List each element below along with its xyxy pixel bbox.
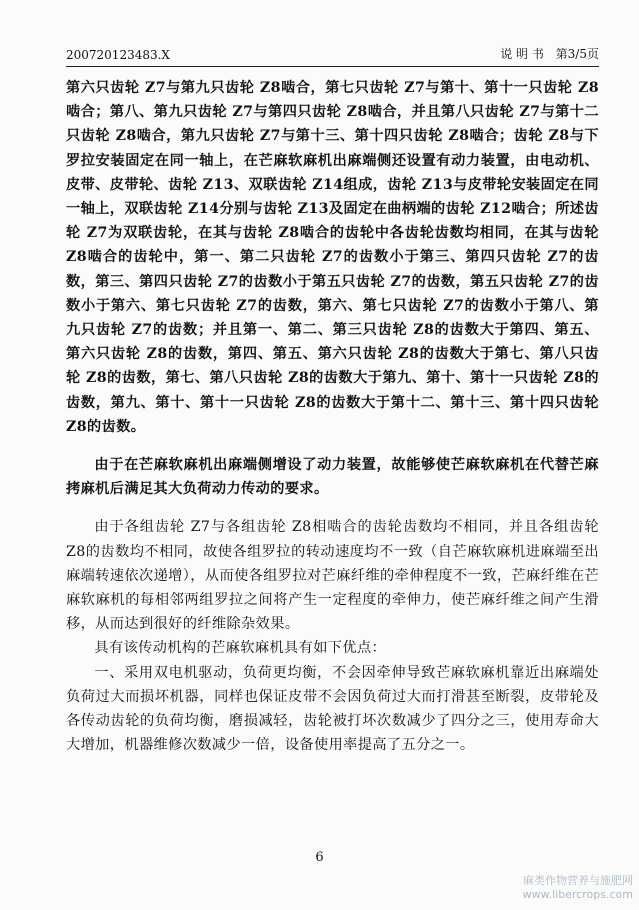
document-number: 200720123483.X [66, 48, 170, 62]
page-header [66, 42, 599, 62]
paragraph-advantage-one: 一、采用双电机驱动，负荷更均衡，不会因牵伸导致芒麻软麻机靠近出麻端处负荷过大而损坏机器，同样也保证皮带不会因负荷过大而打滑甚至断裂，皮带轮及各传动齿轮的负荷均衡，磨损减轻，齿轮被打坏次数减少了四分之三，使用寿命大大增加，机器维修次数减少一倍，设备使用率提高了五分之一。 [66, 664, 599, 754]
header-right [492, 45, 599, 62]
paragraph-advantages-intro: 具有该传动机构的芒麻软麻机具有如下优点： [94, 640, 387, 657]
document-type: 说 明 书 [500, 47, 544, 61]
watermark-site-name: 麻类作物营养与施肥网 [523, 874, 633, 887]
header-rule [66, 66, 599, 67]
page-number: 6 [315, 850, 324, 865]
paragraph-gear-meshing: 第六只齿轮 Z7与第九只齿轮 Z8啮合，第七只齿轮 Z7与第十、第十一只齿轮 Z8啮合；第八、第九只齿轮 Z7与第四只齿轮 Z8啮合，并且第八只齿轮 Z7与第十二只齿轮 Z8啮合，第九只齿轮 Z7与第十三、第十四只齿轮 Z8啮合；齿轮 Z8与下罗拉安装固定在同一轴上，在芒麻软麻机出麻端侧还设置有动力装置，由电动机、皮带、皮带轮、齿轮 Z13、双联齿轮 Z14组成，齿轮 Z13与皮带轮安装固定在同一轴上，双联齿轮 Z14分别与齿轮 Z13及固定在曲柄端的齿轮 Z12啮合；所述齿轮 Z7为双联齿轮，在其与齿轮 Z8啮合的齿轮中各齿轮齿数均相同，在其与齿轮 Z8啮合的齿轮中，第一、第二只齿轮 Z7的齿数小于第三、第四只齿轮 Z7的齿数，第三、第四只齿轮 Z7的齿数小于第五只齿轮 Z7的齿数，第五只齿轮 Z7的齿数小于第六、第七只齿轮 Z7的齿数，第六、第七只齿轮 Z7的齿数小于第八、第九只齿轮 Z7的齿数；并且第一、第二、第三只齿轮 Z8的齿数大于第四、第五、第六只齿轮 Z8的齿数，第四、第五、第六只齿轮 Z8的齿数大于第七、第八只齿轮 Z8的齿数，第七、第八只齿轮 Z8的齿数大于第九、第十、第十一只齿轮 Z8的齿数，第九、第十、第十一只齿轮 Z8的齿数大于第十二、第十三、第十四只齿轮 Z8的齿数。 [66, 80, 599, 435]
document-body [66, 76, 599, 757]
page-indicator: 第3/5页 [555, 47, 599, 61]
watermark-url: www.libercrops.com [522, 888, 633, 901]
paragraph-power-device: 由于在芒麻软麻机出麻端侧增设了动力装置，故能够使芒麻软麻机在代替芒麻拷麻机后满足其大负荷动力传动的要求。 [66, 457, 599, 498]
paragraph-gear-teeth-effect: 由于各组齿轮 Z7与各组齿轮 Z8相啮合的齿轮齿数均不相同，并且各组齿轮 Z8的齿数均不相同，故使各组罗拉的转动速度均不一致（自芒麻软麻机进麻端至出麻端转速依次递增），从而使各组罗拉对芒麻纤维的牵伸程度不一致，芒麻纤维在芒麻软麻机的每相邻两组罗拉之间将产生一定程度的牵伸力，使芒麻纤维之间产生滑移，从而达到很好的纤维除杂效果。 [66, 519, 599, 633]
watermark [523, 874, 633, 902]
